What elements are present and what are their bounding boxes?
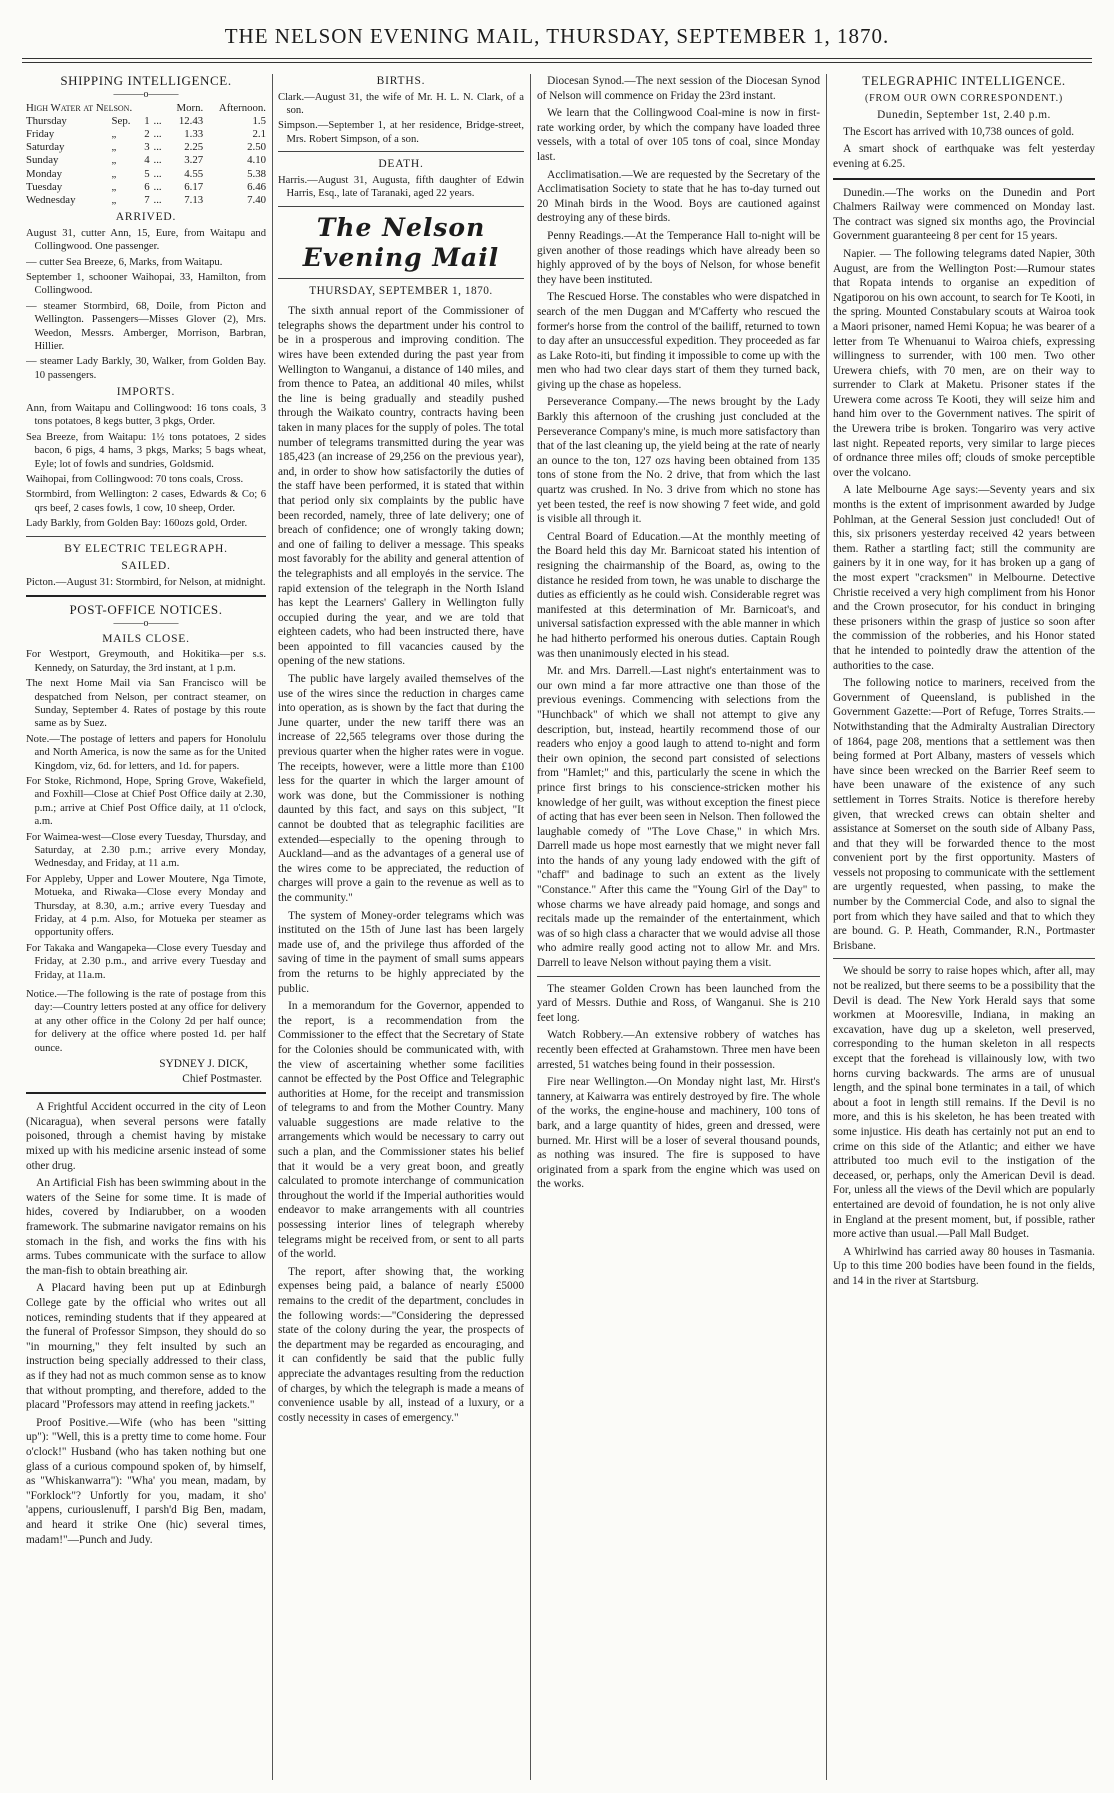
section-rule bbox=[278, 151, 524, 152]
mail-entry: For Stoke, Richmond, Hope, Spring Grove, Wakefield, and Foxhill—Close at Chief Post Office daily at 2.30, p.m.; arrive at Chief Post Office daily, at 11 o'clock, a.m. bbox=[26, 775, 266, 828]
tide-cell: ... bbox=[153, 114, 162, 127]
tide-cell: Sunday bbox=[26, 154, 59, 167]
dash-ornament: ———o——— bbox=[113, 88, 179, 100]
tide-cell: ... bbox=[153, 167, 162, 180]
tide-cell: 3 bbox=[144, 141, 150, 154]
news-paragraph: Acclimatisation.—We are requested by the Secretary of the Acclimatisation Society to state that he has to-day turned out 20 Minah birds in the Wood. Boys are cautioned against destroying any of these birds. bbox=[537, 168, 820, 225]
column-divider bbox=[272, 74, 273, 1780]
arrival-entry: August 31, cutter Ann, 15, Eure, from Waitapu and Collingwood. One passenger. bbox=[26, 227, 266, 253]
news-paragraph: Perseverance Company.—The news brought by the Lady Barkly this afternoon of the crushing just concluded at the Perseverance Company's mine, is much more satisfactory than that of the last cleaning up, the yield being at the rate of nearly an ounce to the ton, 127 ozs having been obtained from 135 tons of stone from the No. 2 drive, that from which the last quartz was crushed. In No. 3 drive from which no stone has yet been tested, the reef is now showing 7 feet wide, and gold is visible all through it. bbox=[537, 396, 820, 526]
import-entry: Lady Barkly, from Golden Bay: 160ozs gold, Order. bbox=[26, 518, 248, 530]
births-list bbox=[278, 91, 524, 147]
news-paragraph: Napier. — The following telegrams dated Napier, 30th August, are from the Wellington Post:—Rumour states that Ropata intends to organise an expedition of Ngatiporou on his own account, to search for Te Kooti, in the spring. Mounted Constabulary scouts at Wairoa took a Maori prisoner, named Hemi Kopua; he was bearer of a letter from Te Whenuanui to Wairoa chiefs, expressing willingness to surrender, with 100 men. Two other Urewera chiefs, with 70 men, are on their way to surrender to Clark at Maketu. Prisoner states if the Urewera come across Te Kooti, they will seize him and hand him over to the Government natives. The spirit of the Urewera tribe is broken. Tongariro was very active last night. Repeated reports, very similar to large pieces of ordnance three miles off; clouds of smoke perceptible over the volcano. bbox=[833, 247, 1095, 479]
tide-table bbox=[26, 102, 266, 208]
editorial-paragraph: In a memorandum for the Governor, appended to the report, is a recommendation from the Commissioner to the effect that the Secretary of State for the Colonies should be communicated with, with the view of ascertaining whether some facilities cannot be effected by the Post Office and Telegraphic authorities at Home, for the receipt and transmission of telegrams to and from the Mother Country. Many valuable suggestions are made relative to the arrangements which would be necessary to carry out such a plan, and the Commissioner states his belief that it would be a very great boon, and greatly calculated to promote interchange of communication throughout the world if the Imperial authorities would endeavor to make arrangements with all countries possessing interior lines of telegraph whereby telegrams might be received from, or sent to all parts of the world. bbox=[278, 1000, 524, 1261]
tide-cell: ... bbox=[153, 180, 162, 193]
arrival-entry: September 1, schooner Waihopai, 33, Hamilton, from Collingwood. bbox=[26, 272, 266, 297]
tide-row bbox=[26, 181, 266, 194]
arrived-list bbox=[26, 227, 266, 382]
telegraph-heading: BY ELECTRIC TELEGRAPH. bbox=[64, 542, 228, 555]
section-rule bbox=[26, 595, 266, 597]
imports-heading: IMPORTS. bbox=[116, 386, 176, 399]
mail-entry: For Appleby, Upper and Lower Moutere, Nga Timote, Motueka, and Riwaka—Close every Monday and Thursday, at 8.30, a.m.; arrive every Tuesday and Friday, at 4 p.m. Also, for Motueka per steamer as opportunity offers. bbox=[26, 873, 266, 939]
death-heading: DEATH. bbox=[378, 158, 424, 171]
masthead-rule-2 bbox=[22, 62, 1092, 63]
tide-cell: 6.46 bbox=[247, 180, 266, 193]
column-4 bbox=[833, 74, 1095, 1780]
tide-row bbox=[26, 168, 266, 181]
tide-cell: 2.50 bbox=[247, 141, 266, 154]
page-masthead: THE NELSON EVENING MAIL, THURSDAY, SEPTEMBER 1, 1870. bbox=[224, 24, 890, 48]
sailed-list bbox=[26, 576, 266, 589]
tide-cell: 1.5 bbox=[252, 114, 266, 127]
postage-notice: Notice.—The following is the rate of postage from this day:—Country letters posted at any office for delivery at any other office in the Colony 2d per half ounce; for delivery at the office where posted 1d. per half ounce. bbox=[26, 989, 266, 1054]
death-entry: Harris.—August 31, Augusta, fifth daughter of Edwin Harris, Esq., late of Taranaki, aged 22 years. bbox=[278, 174, 524, 200]
news-paragraph: The Rescued Horse. The constables who were dispatched in search of the men Duggan and M'Cafferty who rescued the former's horse from the control of the bailiff, returned to town to day after an unsuccessful expedition. They proceeded as far as Lake Roto-iti, but finding it impossible to come up with the men who had two clear days start of them they turned back, giving up the chase as hopeless. bbox=[537, 291, 820, 391]
tide-cell: „ bbox=[111, 141, 117, 154]
tide-cell: „ bbox=[111, 180, 117, 193]
masthead-rule bbox=[22, 58, 1092, 59]
paper-title: The Nelson Evening Mail bbox=[302, 212, 500, 272]
tide-row bbox=[26, 141, 266, 154]
news-paragraph: Watch Robbery.—An extensive robbery of watches has recently been effected at Grahamstown. Three men have been arrested, 51 watches being found in their possession. bbox=[537, 1029, 820, 1071]
column-divider bbox=[826, 74, 827, 1780]
tide-cell: ... bbox=[153, 154, 162, 167]
mail-entry: Note.—The postage of letters and papers for Honolulu and North America, is now the same as for the United Kingdom, viz, 6d. for letters, and 1d. for papers. bbox=[26, 733, 266, 772]
section-rule bbox=[278, 206, 524, 207]
article-frightful-accident: A Frightful Accident occurred in the city of Leon (Nicaragua), when several persons were fatally poisoned, through a chemist having by mistake mixed up with his medicine arsenic instead of some other drug. bbox=[26, 1101, 266, 1172]
tide-cell: „ bbox=[111, 167, 117, 180]
column-3 bbox=[537, 74, 820, 1780]
tide-row bbox=[26, 194, 266, 207]
tide-cell: ... bbox=[153, 194, 162, 207]
arrival-entry: — steamer Stormbird, 68, Doile, from Picton and Wellington. Passengers—Misses Glover (2), Mrs. Weedon, Messrs. Amberger, Morrison, Barbran, Hillier. bbox=[26, 300, 266, 353]
tide-cell: 6 bbox=[144, 180, 150, 193]
tide-cell: Saturday bbox=[26, 141, 65, 154]
tide-cell: 7.40 bbox=[247, 194, 266, 207]
tide-cell: Thursday bbox=[26, 114, 67, 127]
news-paragraph: Mr. and Mrs. Darrell.—Last night's entertainment was to our own mind a far more attractive one than those of the previous evenings. Commencing with selections from the "Hunchback" of which we shall not attempt to give any description, but, instead, heartily recommend those of our readers who enjoy a good laugh to attend to-night and form their own opinion, the second part consisted of selections from "Hamlet;" and this, particularly the scene in which the prince first brings to his conscience-stricken mother his knowledge of her guilt, was without exception the finest piece of acting that has ever been seen in Nelson. Then followed the laughable comedy of "The Love Chase," in which Mrs. Darrell made us hope most earnestly that we might never fall into the hands of any young lady endowed with the gift of "chaff" and badinage to such an extent as the lively "Constance." After this came the "Young Girl of the Day" to whose charms we have already paid homage, and songs and recitals made up the remainder of the entertainment, which was of so high class a character that we would advise all those who admire really good acting not to allow Mr. and Mrs. Darrell to leave Nelson without paying them a visit. bbox=[537, 665, 820, 970]
mail-entry: For Westport, Greymouth, and Hokitika—per s.s. Kennedy, on Saturday, the 3rd instant, at 1 p.m. bbox=[26, 649, 266, 674]
article-artificial-fish: An Artificial Fish has been swimming about in the waters of the Seine for some time. It is made of hides, covered by Indiarubber, on a wooden framework. The submarine navigator remains on his stomach in the fish, and works the fins with his arms. Tubes communicate with the surface to allow the man-fish to obtain breathing air. bbox=[26, 1177, 266, 1277]
news-paragraph: Fire near Wellington.—On Monday night last, Mr. Hirst's tannery, at Kaiwarra was entirely destroyed by fire. The whole of the works, the engine-house and machinery, 100 tons of bark, and a large quantity of hides, green and dressed, were burned. Mr. Hirst will be a loser of several thousand pounds, as nothing was insured. The fire is supposed to have originated from a spark from the engine which was used on the works. bbox=[537, 1076, 820, 1191]
news-paragraph: Dunedin.—The works on the Dunedin and Port Chalmers Railway were commenced on Monday last. The contract was signed six months ago, the Provincial Government guaranteeing 8 per cent for 15 years. bbox=[833, 186, 1095, 243]
editorial-dateline: THURSDAY, SEPTEMBER 1, 1870. bbox=[309, 284, 493, 297]
tide-cell: 5.38 bbox=[247, 167, 266, 180]
post-office-heading: POST-OFFICE NOTICES. bbox=[69, 602, 223, 618]
editorial-paragraph: The public have largely availed themselves of the use of the wires since the reduction in charges came into operation, as is shown by the fact that during the June quarter, under the new tariff there was an increase of 22,565 telegrams over those during the previous quarter when the higher rates were in vogue. The receipts, however, were a little more than £100 less for the quarter in which the larger amount of work was done, but the Commissioner is nothing daunted by this fact, and says on this subject, "It cannot be doubted that as telegraphic facilities are extended—especially to the opening through to Auckland—and as the advantages of a general use of the wires come to be appreciated, the reduction of charges will prove a gain to the revenue as well as to the community." bbox=[278, 673, 524, 904]
tide-cell: 2 bbox=[144, 128, 150, 140]
mail-entry: The next Home Mail via San Francisco will be despatched from Nelson, per contract steamer, on Sunday, September 4. Rates of postage by this route same as by Suez. bbox=[26, 678, 266, 730]
tide-cell: 2.1 bbox=[252, 128, 266, 140]
tide-header: Morn. bbox=[176, 101, 204, 114]
tide-header: High Water at Nelson. bbox=[26, 101, 133, 114]
mails-list bbox=[26, 648, 266, 1055]
section-rule bbox=[833, 958, 1095, 959]
import-entry: Stormbird, from Wellington: 2 cases, Edwards & Co; 6 qrs beef, 2 cases fowls, 1 cow, 10 sheep, Order. bbox=[26, 489, 266, 514]
tide-cell: 12.43 bbox=[178, 114, 204, 127]
tide-cell: 2.25 bbox=[184, 141, 204, 154]
tide-row bbox=[26, 128, 266, 141]
tide-cell: ... bbox=[153, 141, 162, 154]
arrival-entry: — steamer Lady Barkly, 30, Walker, from Golden Bay. 10 passengers. bbox=[26, 356, 266, 381]
news-paragraph: A late Melbourne Age says:—Seventy years and six months is the extent of imprisonment awarded by Judge Pohlman, at the General Session just concluded! Out of this, six prisoners yesterday received 42 years between them. Rather a startling fact; still the community are gainers by it in one way, for it has broken up a gang of the most expert "cracksmen" in Melbourne. Detective Christie received a very high compliment from his Honor and the Crown prosecutor, for his conduct in bringing these prisoners within the grasp of justice so soon after the commission of the robberies, and his Honor stated that he intended to pointedly draw the attention of the authorities to the case. bbox=[833, 484, 1095, 672]
news-paragraph: The following notice to mariners, received from the Government of Queensland, is published in the Government Gazette:—Port of Refuge, Torres Straits.—Notwithstanding that the Admiralty Australian Directory of 1864, page 208, mentions that a settlement was then being formed at Port Albany, masters of vessels which have since been wrecked on the Barrier Reef seem to have been unaware of the existence of any such settlement in Torres Straits. Notice is therefore hereby given, that wrecked crews can obtain shelter and assistance at Somerset on the south side of Albany Pass, and that they will be forwarded thence to the most convenient port by the first opportunity. Masters of vessels not proposing to communicate with the settlement are urgently requested, when passing, to make the number by the Commercial Code, and also to signal the port from which they have sailed and that to which they are bound. G. P. Heath, Commander, R.N., Portmaster Brisbane. bbox=[833, 677, 1095, 952]
tide-cell: Tuesday bbox=[26, 180, 63, 193]
editorial-paragraph: The system of Money-order telegrams which was instituted on the 15th of June last has been largely made use of, and the privilege thus afforded of the saving of time in the payment of small sums appears from the returns to be highly appreciated by the public. bbox=[278, 909, 524, 995]
section-rule bbox=[833, 178, 1095, 180]
signature-title: Chief Postmaster. bbox=[182, 1072, 262, 1085]
tide-cell: Friday bbox=[26, 128, 55, 140]
mail-entry: For Waimea-west—Close every Tuesday, Thursday, and Saturday, at 2.30 p.m.; arrive every Monday, Wednesday, and Friday, at 11 a.m. bbox=[26, 831, 266, 870]
tide-cell: „ bbox=[111, 128, 117, 140]
editorial-paragraph: The sixth annual report of the Commissioner of telegraphs shows the department under his control to be in a prosperous and improving condition. The wires have been extended during the past year from Wellington to Wanganui, a distance of 140 miles, and from thence to Patea, an additional 40 miles, whilst the line is being gradually and steadily pushed through the Waikato country, contracts having been taken in many places for the supply of poles. The total number of telegrams transmitted during the year was 185,423 (an increase of 29,256 on the previous year), and, in order to show how satisfactorily the duties of the staff have been performed, it is stated that within that period only six complaints by the public have been recorded, namely, three of late delivery; one of breach of confidence; one of wrongly taking down; and one of failing to deliver a message. This speaks most favorably for the ability and general attention of the telegraphists and all employés in the service. The rapid extension of the telegraph in the North Island has kept the Learners' Gallery in Wellington fully occupied during the year, and we are told that eighteen cadets, who had been instructed there, have been appointed to fill vacancies caused by the opening of the new stations. bbox=[278, 305, 524, 668]
dash-ornament: ———o——— bbox=[113, 617, 179, 629]
section-rule bbox=[26, 536, 266, 537]
tide-cell: Monday bbox=[26, 167, 62, 180]
section-rule bbox=[26, 1092, 266, 1094]
tide-cell: 7 bbox=[144, 194, 150, 207]
import-entry: Ann, from Waitapu and Collingwood: 16 tons coals, 3 tons potatoes, 8 kegs butter, 3 pkgs, Order. bbox=[26, 402, 266, 428]
article-placard: A Placard having been put up at Edinburgh College gate by the official who writes out all notices, reminding students that if they appeared at the funeral of Professor Simpson, they should do so "in mourning," they felt insulted by such an instruction being specially addressed to their class, as if they had not as much common sense as to know that without prompting, and therefore, added to the placard "Professors may attend in reefing jackets." bbox=[26, 1282, 266, 1412]
tide-row bbox=[26, 115, 266, 128]
section-rule bbox=[278, 278, 524, 279]
tide-row bbox=[26, 154, 266, 167]
mails-heading: MAILS CLOSE. bbox=[102, 632, 190, 645]
signature-name: SYDNEY J. DICK, bbox=[159, 1058, 248, 1071]
column-2 bbox=[278, 74, 524, 1780]
tide-cell: 4 bbox=[144, 154, 150, 167]
news-paragraph: Diocesan Synod.—The next session of the Diocesan Synod of Nelson will commence on Friday the 23rd instant. bbox=[537, 75, 820, 102]
news-paragraph: Penny Readings.—At the Temperance Hall to-night will be given another of those readings which have already been so highly approved of by the boys of Nelson, for whose benefit they have been instituted. bbox=[537, 229, 820, 286]
column-divider bbox=[530, 74, 531, 1780]
tide-cell: 5 bbox=[144, 167, 150, 180]
arrival-entry: — cutter Sea Breeze, 6, Marks, from Waitapu. bbox=[26, 256, 223, 268]
telegram-dateline: Dunedin, September 1st, 2.40 p.m. bbox=[877, 109, 1051, 122]
tide-cell: „ bbox=[111, 194, 117, 207]
telegram-item: The Escort has arrived with 10,738 ounces of gold. bbox=[843, 125, 1075, 138]
telegram-item: A smart shock of earthquake was felt yesterday evening at 6.25. bbox=[833, 143, 1095, 170]
tide-cell: Wednesday bbox=[26, 194, 76, 207]
telegraphic-heading: TELEGRAPHIC INTELLIGENCE. bbox=[862, 74, 1066, 88]
tide-cell: 6.17 bbox=[184, 180, 204, 193]
tide-cell: 1.33 bbox=[184, 128, 204, 140]
tide-cell: 4.10 bbox=[247, 154, 266, 167]
news-paragraph: Central Board of Education.—At the monthly meeting of the Board held this day Mr. Barnicoat stated his intention of resigning the chairmanship of the Board, as, owing to the distance he resided from town, he was unable to discharge the duties as efficiently as he could wish. Considerable regret was manifested at this determination of Mr. Barnicoat's, and universal satisfaction expressed with the able manner in which he had hitherto performed his onerous duties. Captain Rough was then unanimously elected in his stead. bbox=[537, 530, 820, 660]
tide-cell: Sep. bbox=[111, 114, 131, 127]
news-paragraph: The steamer Golden Crown has been launched from the yard of Messrs. Duthie and Ross, of Wanganui. She is 210 feet long. bbox=[537, 982, 820, 1024]
correspondent-subheading: (FROM OUR OWN CORRESPONDENT.) bbox=[864, 92, 1064, 104]
tide-cell: 3.27 bbox=[184, 154, 204, 167]
tide-cell: 7.13 bbox=[184, 194, 204, 207]
tide-cell: 1 bbox=[144, 114, 150, 127]
imports-list bbox=[26, 402, 266, 531]
sailed-entry: Picton.—August 31: Stormbird, for Nelson, at midnight. bbox=[26, 576, 266, 588]
editorial-paragraph: The report, after showing that, the working expenses being paid, a balance of nearly £5000 remains to the credit of the department, concludes in the following words:—"Considering the depressed state of the colony during the year, the prospects of the department may be regarded as encouraging, and it can confidently be said that the public fully appreciate the advantages resulting from the reduction of charges, by which the telegraph is made a means of convenience usable by all, instead of a luxury, or a costly necessity in cases of emergency." bbox=[278, 1265, 524, 1424]
news-paragraph: We learn that the Collingwood Coal-mine is now in first-rate working order, by which the company have loaded three vessels, with a total of over 105 tons of coal, since Monday last. bbox=[537, 107, 820, 163]
births-heading: BIRTHS. bbox=[376, 75, 426, 87]
birth-entry: Simpson.—September 1, at her residence, Bridge-street, Mrs. Robert Simpson, of a son. bbox=[278, 120, 524, 145]
tide-header: Afternoon. bbox=[218, 101, 266, 114]
section-rule bbox=[537, 976, 820, 977]
sailed-heading: SAILED. bbox=[121, 560, 171, 573]
arrived-heading: ARRIVED. bbox=[115, 211, 177, 224]
news-paragraph: We should be sorry to raise hopes which, after all, may not be realized, but there seems to be a possibility that the Devil is dead. The New York Herald says that some workmen at Mooresville, Indiana, in making an excavation, have dug up a skeleton, well preserved, corresponding to the human skeleton in all respects except that the forehead is villainously low, with two horns curving backwards. The arms are of unusual length, and the spinal bone terminates in a tail, of which about a foot in length still remains. If the Devil is no more, and this is his skeleton, he has been treated with some injustice. His death has certainly not put an end to crime on this side of the Atlantic; and either we have attributed too much evil to the instigation of the deceased, or, perhaps, only the American Devil is dead. For, unless all the views of the Devil which are popularly entertained are devoid of foundation, he is not only alive in England at the present moment, but, if possible, rather more active than usual.—Pall Mall Budget. bbox=[833, 965, 1095, 1241]
import-entry: Waihopai, from Collingwood: 70 tons coals, Cross. bbox=[26, 473, 244, 485]
tide-cell: 4.55 bbox=[184, 167, 204, 180]
import-entry: Sea Breeze, from Waitapu: 1½ tons potatoes, 2 sides bacon, 6 pigs, 4 hams, 3 pkgs, Marks; 5 bags wheat, Eyle; lot of fowls and sundries, Goldsmid. bbox=[26, 431, 266, 470]
tide-cell: ... bbox=[153, 128, 162, 140]
shipping-heading: SHIPPING INTELLIGENCE. bbox=[60, 74, 232, 88]
death-list bbox=[278, 174, 524, 201]
mail-entry: For Takaka and Wangapeka—Close every Tuesday and Friday, at 2.30 p.m., and arrive every Tuesday and Friday, at 11a.m. bbox=[26, 942, 266, 981]
column-1 bbox=[26, 74, 266, 1780]
article-proof-positive: Proof Positive.—Wife (who has been "sitting up"): "Well, this is a pretty time to come home. Four o'clock!" Husband (who has taken nothing but one glass of a curious compound spoken of, by himself, as "Whiskanwarra"): "Wha' you mean, madam, by "Forklock"? Unfortly for you, madam, it sho' 'appens, curiouslenuff, I parsh'd Big Ben, madam, and heard it strike One (hic) several times, madam!"—Punch and Judy. bbox=[26, 1416, 266, 1546]
birth-entry: Clark.—August 31, the wife of Mr. H. L. N. Clark, of a son. bbox=[278, 91, 524, 116]
tide-header-row bbox=[26, 102, 266, 115]
news-paragraph: A Whirlwind has carried away 80 houses in Tasmania. Up to this time 200 bodies have been found in the fields, and 14 in the river at Startsburg. bbox=[833, 1245, 1095, 1287]
tide-cell: „ bbox=[111, 154, 117, 167]
